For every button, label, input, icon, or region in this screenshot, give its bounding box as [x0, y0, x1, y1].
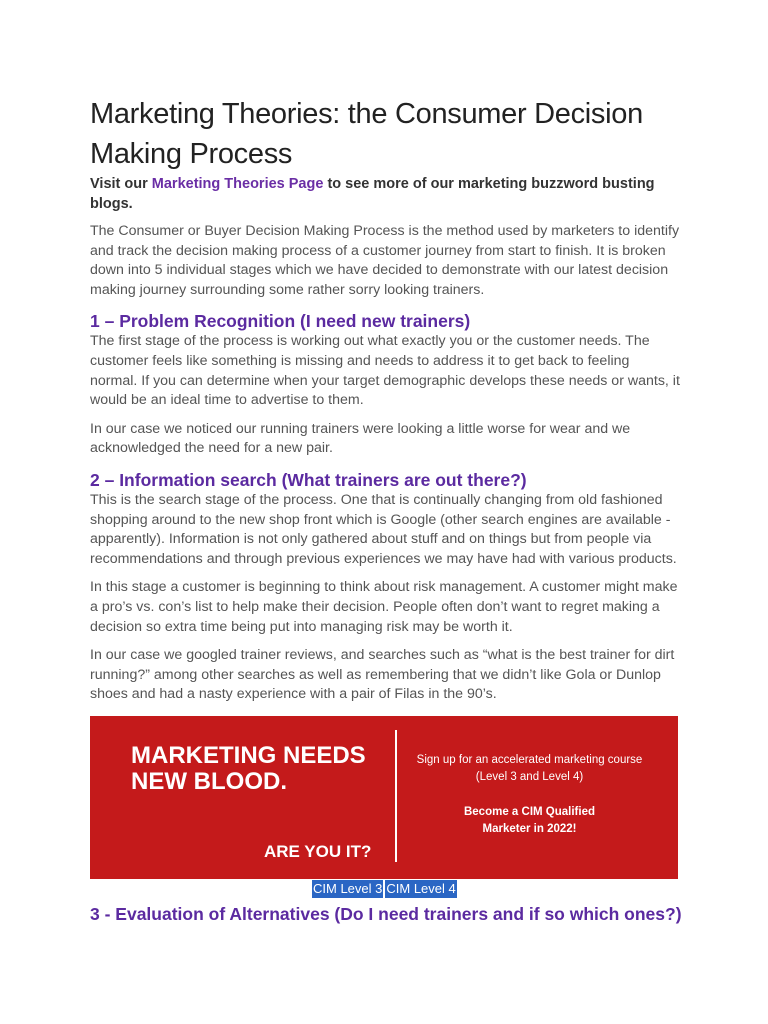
section-heading-problem-recognition: 1 – Problem Recognition (I need new trainers) [90, 311, 471, 332]
banner-question: ARE YOU IT? [264, 842, 372, 861]
section-1-paragraph-1: The first stage of the process is working out what exactly you or the customer needs. The customer feels like something is missing and needs to address it to get back to feeling normal. If you can determine when your target demographic develops these needs or wants, it would be an ideal time to advertise to them. [90, 333, 680, 409]
section-heading-information-search: 2 – Information search (What trainers are out there?) [90, 469, 527, 490]
banner-headline-line-2: NEW BLOOD. [131, 768, 287, 795]
banner-cta-line-2: Marketer in 2022! [482, 823, 577, 835]
cim-course-banner[interactable] [90, 716, 678, 879]
banner-headline-line-1: MARKETING NEEDS [131, 742, 366, 769]
intro-prefix: Visit our [90, 176, 152, 192]
section-2-paragraph-2: In this stage a customer is beginning to think about risk management. A customer might make a pro’s vs. con’s list to help make their decision. People often don’t want to regret making a decision so extra time being put into managing risk may be worth it. [90, 579, 678, 635]
banner-signup-line-2: (Level 3 and Level 4) [475, 771, 584, 783]
intro-suffix: to see more of our marketing buzzword busting blogs. [90, 176, 655, 212]
section-2-paragraph-1: This is the search stage of the process. One that is continually changing from old fashioned shopping around to the new shop front which is Google (other search engines are available - apparently). Information is not only gathered about stuff and on things but from people via recommendations and through previous experiences we may have had with various products. [90, 491, 677, 567]
banner-signup-line-1: Sign up for an accelerated marketing course [416, 754, 643, 766]
page-title: Marketing Theories: the Consumer Decision Making Process [90, 98, 643, 170]
intro-line [90, 174, 680, 214]
banner-divider [395, 730, 397, 862]
section-1-paragraph-2: In our case we noticed our running trainers were looking a little worse for wear and we acknowledged the need for a new pair. [90, 420, 631, 457]
intro-paragraph: The Consumer or Buyer Decision Making Process is the method used by marketers to identify and track the decision making process of a customer journey from start to finish. It is broken down into 5 individual stages which we have decided to demonstrate with our latest decision making journey surrounding some rather sorry looking trainers. [90, 223, 680, 298]
banner-cta [407, 804, 652, 838]
banner-cta-line-1: Become a CIM Qualified [463, 806, 595, 818]
section-2-paragraph-3: In our case we googled trainer reviews, and searches such as “what is the best trainer for dirt running?” among other searches as well as remembering that we didn’t like Gola or Dunlop shoes and had a nasty experience with a pair of Filas in the 90’s. [90, 647, 675, 703]
cim-level-links [312, 880, 457, 898]
banner-signup-text [407, 752, 652, 838]
cim-level-4-link[interactable]: CIM Level 4 [386, 881, 456, 896]
section-heading-evaluation-of-alternatives: 3 - Evaluation of Alternatives (Do I need trainers and if so which ones?) [90, 904, 682, 924]
article-content [90, 94, 680, 714]
marketing-theories-link[interactable]: Marketing Theories Page [151, 176, 324, 192]
cim-level-3-link[interactable]: CIM Level 3 [313, 881, 383, 896]
banner-headline [131, 743, 366, 795]
